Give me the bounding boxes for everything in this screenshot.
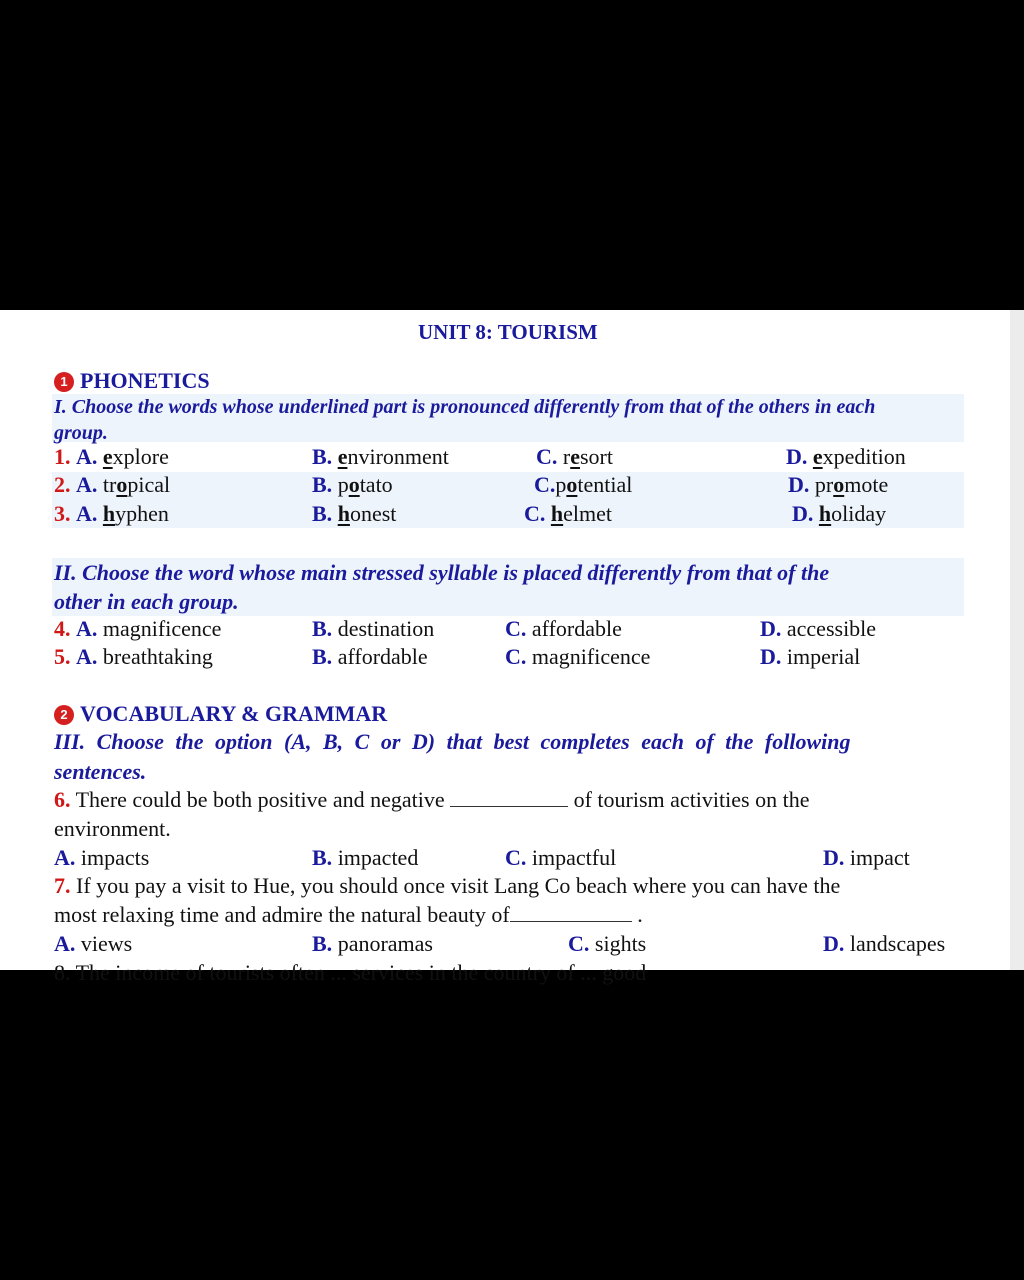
q7-option-d: D. landscapes [823, 931, 946, 956]
instruction-2-line-2: other in each group. [54, 589, 239, 614]
q4-option-b: B. destination [312, 616, 435, 641]
q4-option-c: C. affordable [505, 616, 622, 641]
section-phonetics-heading [54, 368, 210, 394]
q8-cut-off-line: 8. The income of tourists often ... services in the country of ... good [54, 960, 647, 985]
q1-option-d: D. expedition [786, 444, 906, 469]
q1-option-a: 1. A. explore [54, 444, 169, 469]
instruction-2-line-1: II. Choose the word whose main stressed syllable is placed differently from that of the [54, 560, 830, 585]
q2-option-b: B. potato [312, 472, 393, 497]
q6-option-d: D. impact [823, 845, 910, 870]
q4-option-d: D. accessible [760, 616, 877, 641]
q1-option-b: B. environment [312, 444, 449, 469]
q2-option-c: C.potential [534, 472, 633, 497]
q7-stem-line-1: 7. If you pay a visit to Hue, you should once visit Lang Co beach where you can have the [54, 873, 841, 898]
q1-option-c: C. resort [536, 444, 613, 469]
q7-option-b: B. panoramas [312, 931, 433, 956]
section-2-badge: 2 [54, 705, 74, 725]
q3-option-b: B. honest [312, 501, 397, 526]
q7-stem-line-2: most relaxing time and admire the natural beauty of . [54, 902, 643, 927]
instruction-1-line-1: I. Choose the words whose underlined part is pronounced differently from that of the others in each [54, 396, 876, 418]
q6-option-c: C. impactful [505, 845, 617, 870]
q6-option-a: A. impacts [54, 845, 150, 870]
section-2-title: VOCABULARY & GRAMMAR [80, 701, 388, 726]
section-1-badge: 1 [54, 372, 74, 392]
scrollbar-track[interactable] [1010, 310, 1024, 970]
page-title: UNIT 8: TOURISM [418, 320, 598, 344]
q3-option-a: 3. A. hyphen [54, 501, 169, 526]
q2-option-a: 2. A. tropical [54, 472, 171, 497]
q6-blank [450, 806, 568, 807]
q6-stem-line-1: 6. There could be both positive and negative of tourism activities on the [54, 787, 810, 812]
instruction-3-line-1: III. Choose the option (A, B, C or D) that best completes each of the following [54, 729, 851, 754]
q6-stem-line-2: environment. [54, 816, 171, 841]
q5-option-d: D. imperial [760, 644, 861, 669]
q6-option-b: B. impacted [312, 845, 419, 870]
q7-option-c: C. sights [568, 931, 647, 956]
q3-option-c: C. helmet [524, 501, 613, 526]
q5-option-a: 5. A. breathtaking [54, 644, 213, 669]
q7-blank [510, 921, 632, 922]
q3-option-d: D. holiday [792, 501, 887, 526]
q5-option-b: B. affordable [312, 644, 428, 669]
q4-option-a: 4. A. magnificence [54, 616, 222, 641]
section-1-title: PHONETICS [80, 368, 210, 393]
document-page [0, 310, 1010, 985]
instruction-1-line-2: group. [54, 422, 108, 444]
q5-option-c: C. magnificence [505, 644, 651, 669]
section-vocabulary-heading [54, 701, 387, 727]
instruction-3-line-2: sentences. [54, 759, 147, 784]
q2-option-d: D. promote [788, 472, 889, 497]
q7-option-a: A. views [54, 931, 133, 956]
